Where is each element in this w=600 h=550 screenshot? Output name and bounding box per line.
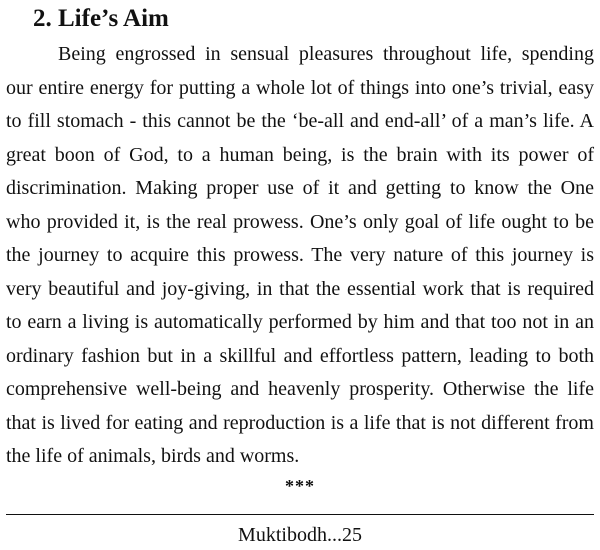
body-paragraph — [6, 38, 594, 474]
paragraph-line: that is lived for eating and reproduction is a life that is not different from — [6, 411, 594, 434]
paragraph-line: Being engrossed in sensual pleasures throughout life, spending — [58, 43, 594, 65]
footer-divider — [6, 514, 594, 515]
paragraph-line: who provided it, is the real prowess. One’s only goal of life ought to be — [6, 210, 594, 233]
paragraph-line: the life of animals, birds and worms. — [6, 445, 300, 467]
paragraph-line: comprehensive well-being and heavenly prosperity. Otherwise the life — [6, 378, 594, 400]
paragraph-line: ordinary fashion but in a skillful and effortless pattern, leading to both — [6, 344, 594, 367]
paragraph-line: very beautiful and joy-giving, in that the essential work that is required — [6, 277, 594, 300]
section-heading: 2. Life’s Aim — [33, 5, 169, 32]
paragraph-line: the journey to acquire this prowess. The very nature of this journey is — [6, 244, 594, 266]
paragraph-line: our entire energy for putting a whole lot of things into one’s trivial, easy — [6, 76, 594, 99]
paragraph-line: discrimination. Making proper use of it and getting to know the One — [6, 177, 594, 199]
paragraph-line: to earn a living is automatically performed by him and that too not in an — [6, 311, 594, 333]
page-footer: Muktibodh...25 — [238, 524, 362, 546]
paragraph-line: to fill stomach - this cannot be the ‘be-all and end-all’ of a man’s life. A — [6, 110, 594, 132]
section-separator: *** — [285, 476, 315, 496]
paragraph-line: great boon of God, to a human being, is the brain with its power of — [6, 143, 594, 166]
